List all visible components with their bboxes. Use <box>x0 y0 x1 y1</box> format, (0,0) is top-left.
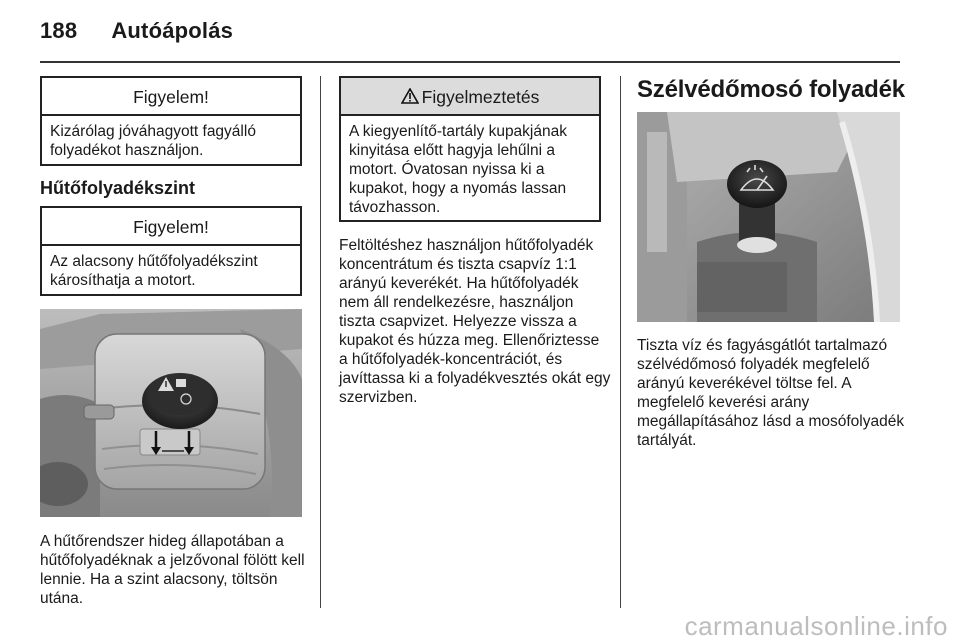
coolant-caption: A hűtőrendszer hideg állapotában a hűtőfolyadéknak a jelzővonal fölött kell lennie. Ha a szint alacsony, töltsön utána. <box>40 533 305 607</box>
coolant-reservoir-icon <box>40 309 302 517</box>
warning-header <box>341 78 599 116</box>
warning-box <box>339 76 601 222</box>
washer-fluid-paragraph: Tiszta víz és fagyásgátlót tartalmazó szélvédőmosó folyadék megfelelő arányú keverékével töltse fel. A megfelelő keverési arány megállapításához lásd a mosófolyadék tartályát. <box>637 337 905 449</box>
notice-text: Kizárólag jóváhagyott fagyálló folyadékot használjon. <box>50 123 256 159</box>
washer-fluid-photo <box>637 112 900 322</box>
page-header <box>40 18 233 44</box>
section-title: Autóápolás <box>111 18 234 43</box>
coolant-reservoir-photo <box>40 309 302 517</box>
notice-box-antifreeze <box>40 76 302 166</box>
watermark: carmanualsonline.info <box>684 611 948 641</box>
column-divider-2 <box>620 76 621 608</box>
notice-title: Figyelem! <box>42 78 300 116</box>
warning-triangle-icon <box>401 79 419 117</box>
washer-fluid-title: Szélvédőmosó folyadék <box>637 76 905 103</box>
notice-text: Az alacsony hűtőfolyadékszint károsíthatja a motort. <box>50 253 258 289</box>
warning-title: Figyelmeztetés <box>421 87 540 107</box>
header-rule <box>40 61 900 63</box>
page-number: 188 <box>40 18 78 43</box>
column-divider-1 <box>320 76 321 608</box>
coolant-level-heading: Hűtőfolyadékszint <box>40 178 196 198</box>
notice-title: Figyelem! <box>42 208 300 246</box>
notice-box-coolant <box>40 206 302 296</box>
warning-text: A kiegyenlítő-tartály kupakjának kinyitása előtt hagyja lehűlni a motort. Óvatosan nyissa ki a kupakot, hogy a nyomás lassan távozhasson. <box>349 123 567 216</box>
washer-fluid-cap-icon <box>637 112 900 322</box>
refill-paragraph: Feltöltéshez használjon hűtőfolyadék koncentrátum és tiszta csapvíz 1:1 arányú keverékét. Ha hűtőfolyadék nem áll rendelkezésre, használjon tiszta csapvizet. Helyezze vissza a kupakot és húzza meg. Ellenőriztesse a hűtőfolyadék-koncentrációt, és javíttassa ki a folyadékvesztés okát egy szervizben. <box>339 237 611 406</box>
